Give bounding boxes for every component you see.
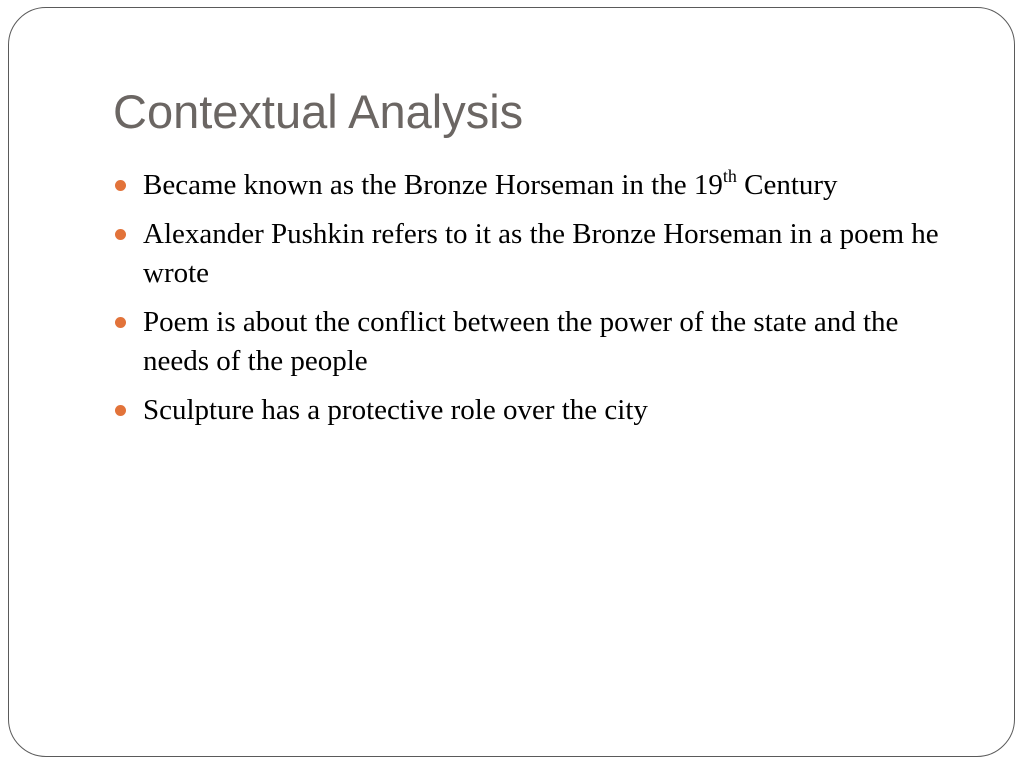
bullet-text	[143, 306, 898, 377]
bullet-item	[143, 166, 963, 205]
bullet-text-main: Poem is about the conflict between the power of the state and the needs of the people	[143, 306, 899, 377]
bullet-text	[143, 394, 648, 426]
bullet-dot-icon	[115, 180, 126, 191]
bullet-text-main: Sculpture has a protective role over the city	[143, 394, 648, 426]
bullet-text-tail: Century	[736, 169, 838, 201]
bullet-dot-icon	[115, 317, 126, 328]
bullet-text-main: Became known as the Bronze Horseman in the 19	[143, 169, 723, 201]
bullet-item	[143, 391, 963, 430]
bullet-item	[143, 303, 963, 381]
bullet-text	[143, 218, 939, 289]
bullet-dot-icon	[115, 229, 126, 240]
bullet-dot-icon	[115, 405, 126, 416]
bullet-text-main: Alexander Pushkin refers to it as the Bronze Horseman in a poem he wrote	[143, 218, 939, 289]
bullet-superscript: th	[722, 166, 737, 186]
bullet-item	[143, 215, 963, 293]
bullet-list	[143, 166, 963, 440]
bullet-text	[143, 166, 838, 201]
slide-title: Contextual Analysis	[113, 85, 524, 138]
